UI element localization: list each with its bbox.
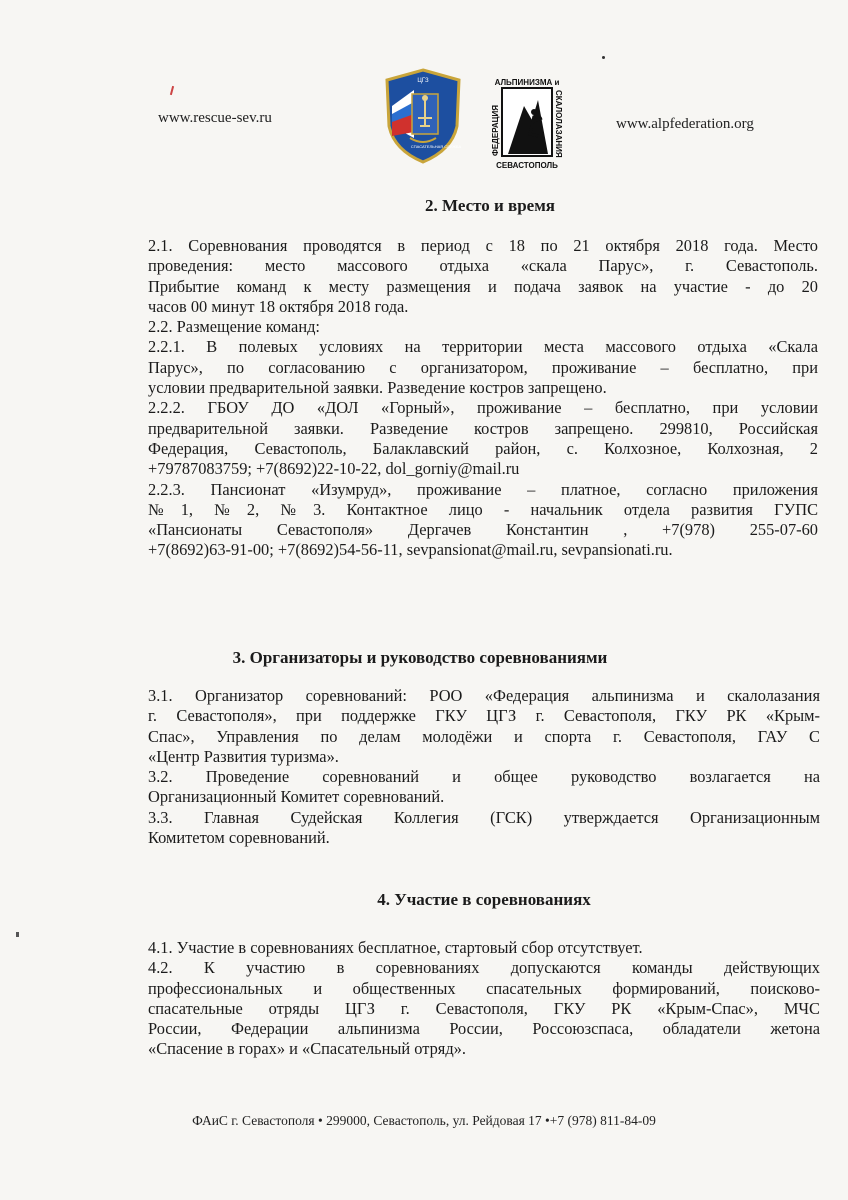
section-3-body	[148, 686, 820, 848]
section-2-line: 2.2.3. Пансионат «Изумруд», проживание – платное, согласно приложения	[148, 479, 818, 499]
section-2-line: условии предварительной заявки. Разведение костров запрещено.	[148, 378, 607, 398]
section-2-title: 2. Место и время	[425, 196, 555, 215]
scan-mark	[170, 86, 174, 95]
section-2-line: +79787083759; +7(8692)22-10-22, dol_gorniy@mail.ru	[148, 459, 520, 479]
section-2-line: Парус», по согласованию с организатором, проживание – бесплатно, при	[148, 357, 818, 377]
section-3-line: 3.1. Организатор соревнований: РОО «Федерация альпинизма и скалолазания	[148, 686, 820, 705]
section-3-title: 3. Организаторы и руководство соревнованиями	[232, 648, 608, 667]
rescue-website-link[interactable]: www.rescue-sev.ru	[158, 110, 272, 126]
section-4-line: спасательные отряды ЦГЗ г. Севастополя, ГКУ РК «Крым-Спас», МЧС	[148, 998, 820, 1018]
rescue-logo-top-text: ЦГЗ	[417, 78, 429, 84]
section-3-line: Организационный Комитет соревнований.	[148, 787, 445, 807]
section-2-line: +7(8692)63-91-00; +7(8692)54-56-11, sevpansionat@mail.ru, sevpansionati.ru.	[148, 540, 673, 560]
section-4-line: 4.1. Участие в соревнованиях бесплатное, стартовый сбор отсутствует.	[148, 938, 643, 957]
alp-logo-right-text: СКАЛОЛАЗАНИЯ	[554, 90, 563, 158]
alpfederation-website-link[interactable]: www.alpfederation.org	[616, 116, 754, 132]
scan-dot	[16, 932, 19, 937]
section-2-body	[148, 236, 818, 561]
section-4-line: 4.2. К участию в соревнованиях допускаются команды действующих	[148, 958, 820, 978]
section-2-line: 2.1. Соревнования проводятся в период с 18 по 21 октября 2018 года. Место	[148, 236, 818, 255]
section-4-body	[148, 938, 820, 1060]
section-2-line: предварительной заявки. Разведение костров запрещено. 299810, Российская	[148, 418, 818, 438]
alpinism-federation-logo	[478, 76, 582, 172]
section-2-line: 2.2.1. В полевых условиях на территории места массового отдыха «Скала	[148, 337, 818, 357]
alp-logo-top-text: АЛЬПИНИЗМА и	[494, 78, 560, 87]
rescue-logo-bottom-text: СПАСАТЕЛЬНАЯ СЛУЖБА	[410, 144, 462, 149]
section-3-line: 3.2. Проведение соревнований и общее руководство возлагается на	[148, 767, 820, 787]
section-3-line: Комитетом соревнований.	[148, 828, 330, 848]
section-3-line: г. Севастополя», при поддержке ГКУ ЦГЗ г. Севастополя, ГКУ РК «Крым-	[148, 706, 820, 726]
section-4-line: России, Федерации альпинизма России, Россоюзспаса, обладатели жетона	[148, 1019, 820, 1039]
section-4-title: 4. Участие в соревнованиях	[377, 890, 591, 909]
alp-logo-bottom-text: СЕВАСТОПОЛЬ	[496, 161, 558, 170]
footer-contacts: ФАиС г. Севастополя • 299000, Севастополь, ул. Рейдовая 17 •+7 (978) 811-84-09	[192, 1113, 656, 1128]
section-3-line: Спас», Управления по делам молодёжи и спорта г. Севастополя, ГАУ С	[148, 726, 820, 746]
section-3-line: 3.3. Главная Судейская Коллегия (ГСК) утверждается Организационным	[148, 807, 820, 827]
section-2-line: №1, №2, №3. Контактное лицо - начальник отдела развития ГУПС	[148, 499, 818, 519]
section-2-line: «Пансионаты Севастополя» Дергачев Константин , +7(978) 255-07-60	[148, 520, 818, 540]
section-4-line: профессиональных и общественных спасательных формирований, поисково-	[148, 978, 820, 998]
alp-logo-left-text: ФЕДЕРАЦИЯ	[491, 105, 500, 156]
section-2-line: 2.2. Размещение команд:	[148, 317, 320, 337]
rescue-service-logo	[384, 68, 462, 164]
section-4-line: «Спасение в горах» и «Спасательный отряд».	[148, 1039, 466, 1059]
section-2-line: часов 00 минут 18 октября 2018 года.	[148, 296, 409, 316]
section-2-line: проведения: место массового отдыха «скала Парус», г. Севастополь.	[148, 256, 818, 276]
section-2-line: Федерация, Севастополь, Балаклавский район, с. Колхозное, Колхозная, 2	[148, 438, 818, 458]
section-2-line: 2.2.2. ГБОУ ДО «ДОЛ «Горный», проживание – бесплатно, при условии	[148, 398, 818, 418]
section-2-line: Прибытие команд к месту размещения и подача заявок на участие - до 20	[148, 276, 818, 296]
section-3-line: «Центр Развития туризма».	[148, 746, 339, 766]
scan-dot	[602, 56, 605, 59]
